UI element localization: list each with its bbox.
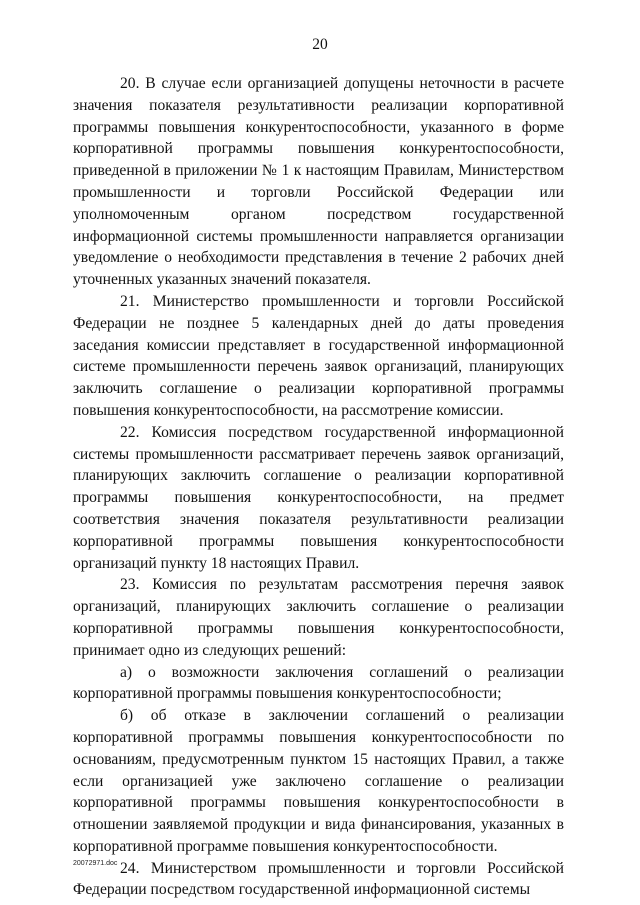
paragraph-24: 24. Министерством промышленности и торговли Российской Федерации посредством государственной информационной системы xyxy=(73,859,564,899)
paragraph-20: 20. В случае если организацией допущены неточности в расчете значения показателя результативности реализации корпоративной программы повышения конкурентоспособности, указанного в форме корпоративной программы повышения конкурентоспособности, приведенной в приложении № 1 к настоящим Правилам, Министерством промышленности и торговли Российской Федерации или уполномоченным органом посредством государственной информационной системы промышленности направляется организации уведомление о необходимости представления в течение 2 рабочих дней уточненных указанных значений показателя. xyxy=(73,75,564,289)
paragraph-22: 22. Комиссия посредством государственной информационной системы промышленности рассматривает перечень заявок организаций, планирующих заключить соглашение о реализации корпоративной программы повышения конкурентоспособности, на предмет соответствия значения показателя результативности реализации корпоративной программы повышения конкурентоспособности организаций пункту 18 настоящих Правил. xyxy=(73,423,564,572)
paragraph-21: 21. Министерство промышленности и торговли Российской Федерации не позднее 5 календарных дней до даты проведения заседания комиссии представляет в государственной информационной системе промышленности перечень заявок организаций, планирующих заключить соглашение о реализации корпоративной программы повышения конкурентоспособности, на рассмотрение комиссии. xyxy=(73,292,564,419)
subparagraph-a: а) о возможности заключения соглашений о реализации корпоративной программы повышения конкурентоспособности; xyxy=(73,663,564,703)
paragraph-23: 23. Комиссия по результатам рассмотрения перечня заявок организаций, планирующих заключить соглашение о реализации корпоративной программы повышения конкурентоспособности, принимает одно из следующих решений: xyxy=(73,576,564,659)
file-name-footer: 20072971.doc xyxy=(73,860,118,867)
page-number: 20 xyxy=(312,36,328,53)
subparagraph-b: б) об отказе в заключении соглашений о реализации корпоративной программы повышения конкурентоспособности по основаниям, предусмотренным пунктом 15 настоящих Правил, а также если организацией уже заключено соглашение о реализации корпоративной программы повышения конкурентоспособности в отношении заявляемой продукции и вида финансирования, указанных в корпоративной программе повышения конкурентоспособности. xyxy=(73,707,564,855)
document-body xyxy=(73,73,564,901)
